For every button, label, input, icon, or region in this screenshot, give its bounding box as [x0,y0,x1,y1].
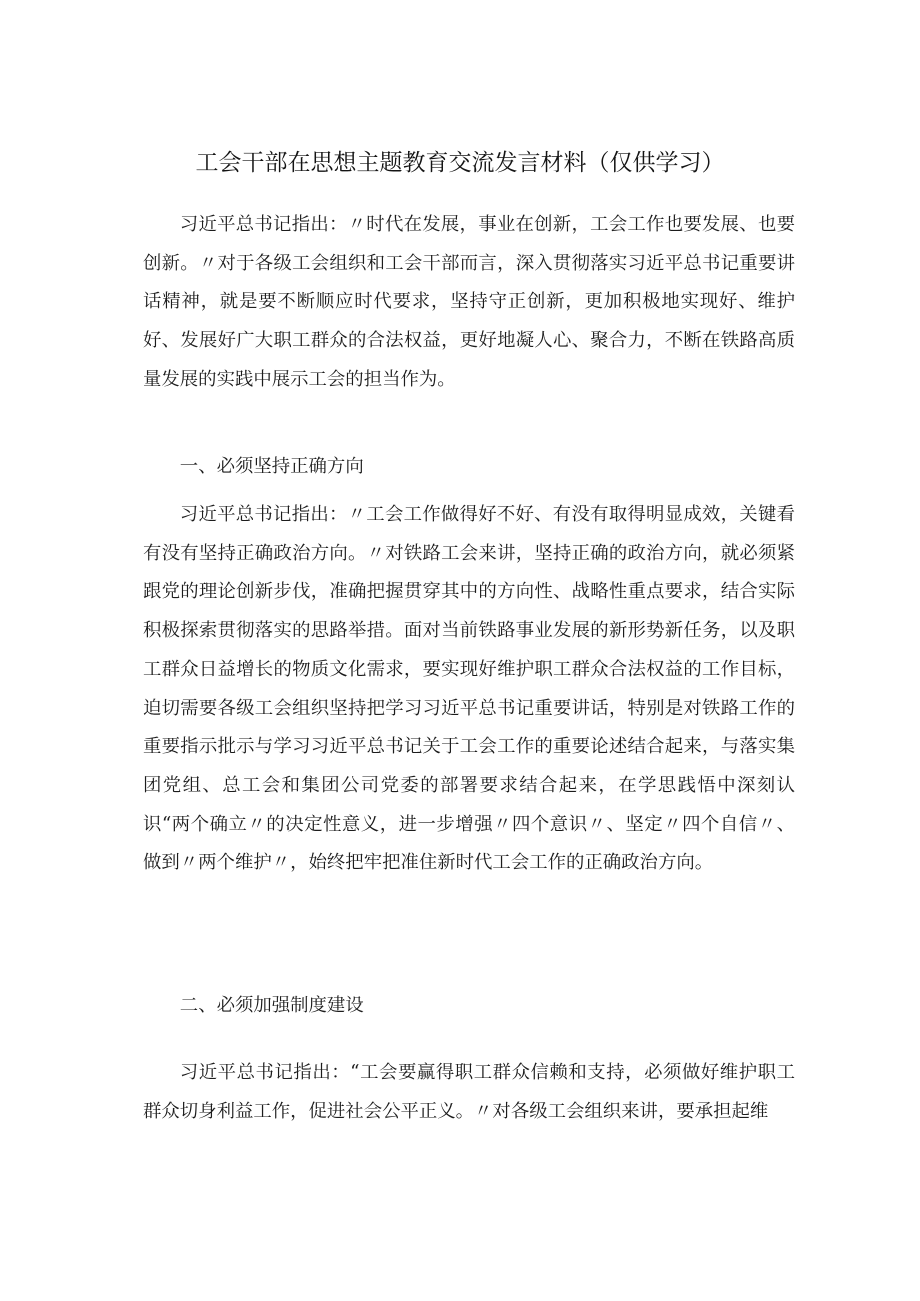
section-heading-1: 一、必须坚持正确方向 [179,456,364,477]
section-2-paragraph: 习近平总书记指出：“工会要赢得职工群众信赖和支持，必须做好维护职工群众切身利益工作，促进社会公平正义。〃对各级工会组织来讲，要承担起维 [143,1062,795,1122]
intro-paragraph: 习近平总书记指出：〃时代在发展，事业在创新，工会工作也要发展、也要创新。〃对于各级工会组织和工会干部而言，深入贯彻落实习近平总书记重要讲话精神，就是要不断顺应时代要求，坚持守正创新，更加积极地实现好、维护好、发展好广大职工群众的合法权益，更好地凝人心、聚合力，不断在铁路高质量发展的实践中展示工会的担当作为。 [143,214,795,390]
section-heading-2: 二、必须加强制度建设 [179,995,364,1016]
document-title: 工会干部在思想主题教育交流发言材料（仅供学习） [195,150,725,176]
section-1-paragraph: 习近平总书记指出：〃工会工作做得好不好、有没有取得明显成效，关键看有没有坚持正确政治方向。〃对铁路工会来讲，坚持正确的政治方向，就必须紧跟党的理论创新步伐，准确把握贯穿其中的方向性、战略性重点要求，结合实际积极探索贯彻落实的思路举措。面对当前铁路事业发展的新形势新任务，以及职工群众日益增长的物质文化需求，要实现好维护职工群众合法权益的工作目标，迫切需要各级工会组织坚持把学习习近平总书记重要讲话，特别是对铁路工作的重要指示批示与学习习近平总书记关于工会工作的重要论述结合起来，与落实集团党组、总工会和集团公司党委的部署要求结合起来，在学思践悟中深刻认识“两个确立〃的决定性意义，进一步增强〃四个意识〃、坚定〃四个自信〃、做到〃两个维护〃，始终把牢把准住新时代工会工作的正确政治方向。 [143,504,795,874]
